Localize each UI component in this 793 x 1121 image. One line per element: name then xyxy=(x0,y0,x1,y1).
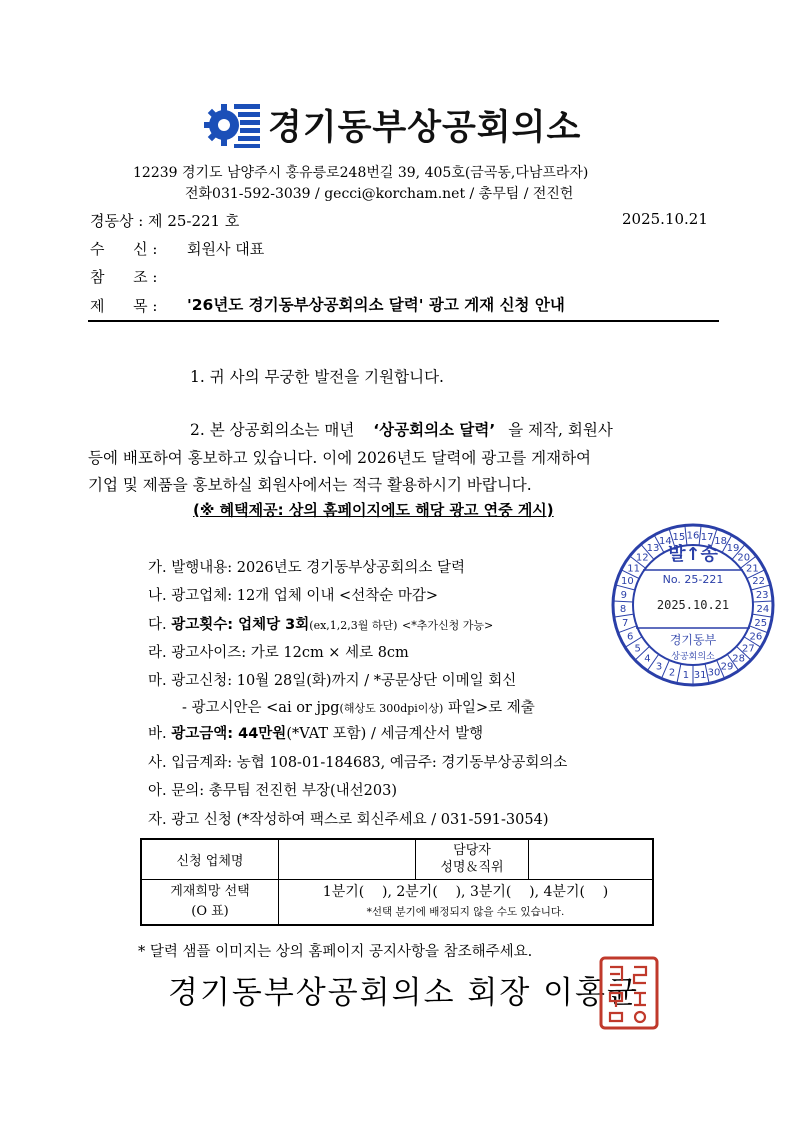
reference-label: 참 조 : xyxy=(90,268,158,286)
company-name-field[interactable] xyxy=(279,839,416,879)
item-ja: 자. 광고 신청 (*작성하여 팩스로 회신주세요 / 031-591-3054) xyxy=(148,812,549,828)
stamp-day-number: 31 xyxy=(693,670,707,682)
official-seal-image xyxy=(598,955,660,1031)
subject-label: 제 목 : xyxy=(90,297,158,315)
stamp-day-number: 18 xyxy=(714,536,727,548)
stamp-day-number: 1 xyxy=(682,670,690,682)
stamp-tick xyxy=(613,601,633,602)
header-divider xyxy=(88,320,719,322)
stamp-day-number: 16 xyxy=(686,530,700,542)
application-form-table xyxy=(140,838,654,926)
recipient-value: 회원사 대표 xyxy=(187,240,265,258)
stamp-day-number: 11 xyxy=(627,563,640,575)
stamp-day-number: 15 xyxy=(672,531,686,543)
item-ma: 마. 광고신청: 10월 28일(화)까지 / *공문상단 이메일 회신 xyxy=(148,673,517,689)
stamp-day-number: 20 xyxy=(737,552,751,564)
stamp-day-number: 29 xyxy=(720,661,734,673)
item-ga: 가. 발행내용: 2026년도 경기동부상공회의소 달력 xyxy=(148,560,465,576)
stamp-day-number: 24 xyxy=(756,604,770,616)
stamp-day-number: 10 xyxy=(620,576,634,588)
stamp-day-number: 8 xyxy=(619,604,627,616)
stamp-day-number: 6 xyxy=(626,631,634,643)
stamp-org-sub: 상공회의소 xyxy=(671,652,715,662)
stamp-day-number: 3 xyxy=(655,661,663,673)
signature: 경기동부상공회의소 회장 이홍균 xyxy=(168,975,639,1011)
stamp-day-number: 22 xyxy=(752,576,766,588)
paragraph-2-line-1: 2. 본 상공회의소는 매년 ‘상공회의소 달력’ 을 제작, 회원사 xyxy=(190,421,613,439)
subject-value: '26년도 경기동부상공회의소 달력' 광고 게재 신청 안내 xyxy=(187,296,565,314)
gear-logo-icon xyxy=(200,98,264,150)
stamp-day-number: 21 xyxy=(746,563,759,575)
stamp-day-number: 12 xyxy=(635,552,649,564)
stamp-tick xyxy=(753,601,773,602)
stamp-day-number: 28 xyxy=(732,653,745,665)
org-contact: 전화031-592-3039 / gecci@korcham.net / 총무팀 / 전진헌 xyxy=(185,186,574,202)
quarter-select-label: 게재희망 선택 (O 표) xyxy=(141,879,279,925)
stamp-day-number: 13 xyxy=(646,543,660,555)
stamp-day-number: 30 xyxy=(707,667,721,679)
item-ra: 라. 광고사이즈: 가로 12cm × 세로 8cm xyxy=(148,645,409,661)
item-ba: 바. 광고금액: 44만원(*VAT 포함) / 세금계산서 발행 xyxy=(148,726,484,742)
stamp-date: 2025.10.21 xyxy=(656,598,730,612)
item-a: 아. 문의: 총무팀 전진헌 부장(내선203) xyxy=(148,783,398,799)
benefit-notice: (※ 혜택제공: 상의 홈페이지에도 해당 광고 연중 게시) xyxy=(193,501,554,519)
quarter-select-field[interactable]: 1분기( ), 2분기( ), 3분기( ), 4분기( ) *선택 분기에 배정되지 않을 수도 있습니다. xyxy=(279,879,654,925)
manager-field[interactable] xyxy=(529,839,654,879)
manager-label: 담당자 성명＆직위 xyxy=(416,839,529,879)
stamp-day-number: 9 xyxy=(620,589,627,601)
org-address: 12239 경기도 남양주시 홍유릉로248번길 39, 405호(금곡동,다남프라자) xyxy=(133,165,589,181)
stamp-day-number: 23 xyxy=(755,589,769,601)
item-na: 나. 광고업체: 12개 업체 이내 <선착순 마감> xyxy=(148,588,439,604)
stamp-day-number: 26 xyxy=(749,631,763,643)
stamp-day-number: 2 xyxy=(668,667,676,679)
stamp-tick xyxy=(677,664,681,684)
stamp-title: 발↑송 xyxy=(668,544,718,565)
item-ma-sub: - 광고시안은 <ai or jpg(해상도 300dpi이상) 파일>로 제출 xyxy=(182,700,535,716)
paragraph-2-line-2: 등에 배포하여 홍보하고 있습니다. 이에 2026년도 달력에 광고를 게재하여 xyxy=(88,449,592,467)
item-sa: 사. 입금계좌: 농협 108-01-184683, 예금주: 경기동부상공회의소 xyxy=(148,755,568,771)
stamp-day-number: 14 xyxy=(659,536,672,548)
org-name: 경기동부상공회의소 xyxy=(268,108,582,148)
stamp-day-number: 17 xyxy=(700,531,714,543)
stamp-day-number: 19 xyxy=(726,543,740,555)
dispatch-stamp-image xyxy=(608,520,778,690)
stamp-day-number: 25 xyxy=(754,618,768,630)
stamp-day-number: 4 xyxy=(644,653,651,665)
doc-date: 2025.10.21 xyxy=(622,210,708,228)
org-logo xyxy=(200,98,600,150)
doc-number: 경동상 : 제 25-221 호 xyxy=(90,212,240,230)
paragraph-1: 1. 귀 사의 무궁한 발전을 기원합니다. xyxy=(190,368,444,386)
stamp-org: 경기동부 xyxy=(669,633,717,647)
recipient-label: 수 신 : xyxy=(90,240,158,258)
paragraph-2-line-3: 기업 및 제품을 홍보하실 회원사에서는 적극 활용하시기 바랍니다. xyxy=(88,476,532,494)
stamp-day-number: 5 xyxy=(634,643,641,655)
item-da: 다. 광고횟수: 업체당 3회(ex,1,2,3월 하단) <*추가신청 가능> xyxy=(148,617,494,633)
footnote: * 달력 샘플 이미지는 상의 홈페이지 공지사항을 참조해주세요. xyxy=(138,944,533,960)
company-name-label: 신청 업체명 xyxy=(141,839,279,879)
stamp-number: No. 25-221 xyxy=(662,573,724,586)
stamp-day-number: 27 xyxy=(741,643,755,655)
stamp-day-number: 7 xyxy=(622,618,629,630)
